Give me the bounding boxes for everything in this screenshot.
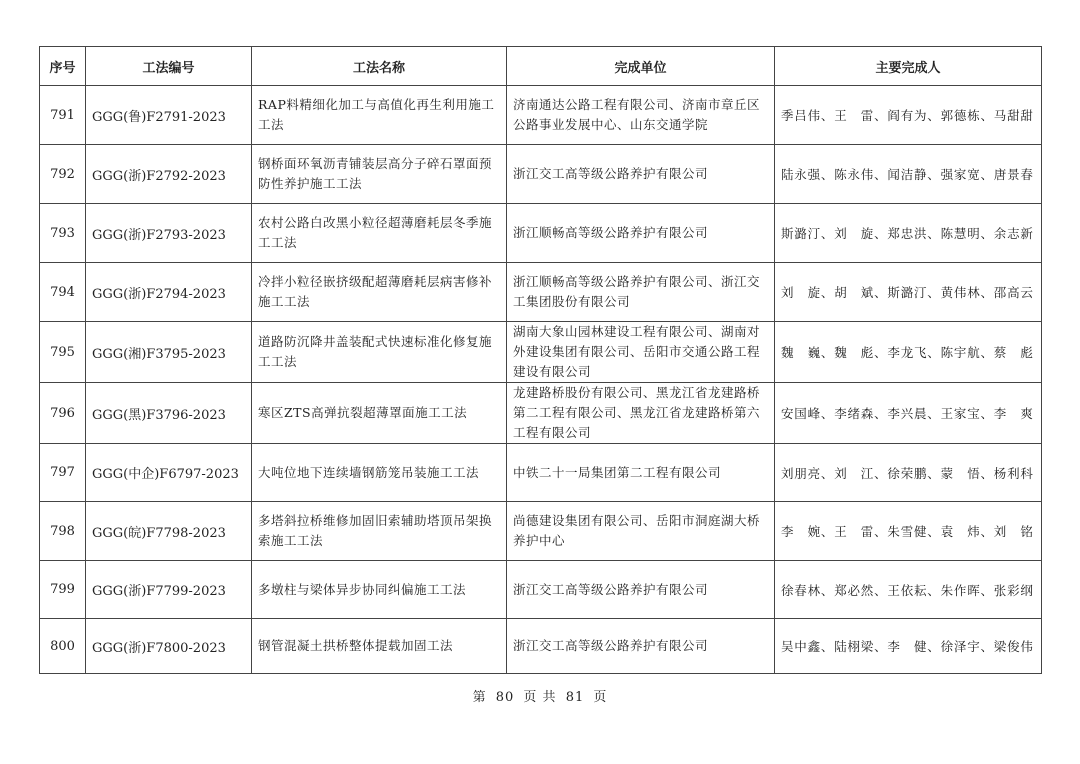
row-unit: 湖南大象山园林建设工程有限公司、湖南对外建设集团有限公司、岳阳市交通公路工程建设有限公司 (507, 322, 775, 383)
row-persons: 刘 旋、胡 斌、斯潞汀、黄伟林、邵高云 (775, 263, 1042, 322)
footer-suffix: 页 (593, 690, 608, 705)
row-unit: 浙江交工高等级公路养护有限公司 (507, 145, 775, 204)
row-unit: 浙江顺畅高等级公路养护有限公司、浙江交工集团股份有限公司 (507, 263, 775, 322)
row-name: 钢管混凝土拱桥整体提载加固工法 (252, 619, 507, 674)
footer-page-number: 80 (495, 690, 515, 705)
table-row (40, 383, 1042, 444)
row-unit: 尚德建设集团有限公司、岳阳市洞庭湖大桥养护中心 (507, 502, 775, 561)
row-persons: 李 婉、王 雷、朱雪健、袁 炜、刘 铭 (775, 502, 1042, 561)
row-unit: 浙江交工高等级公路养护有限公司 (507, 619, 775, 674)
row-name: 钢桥面环氧沥青铺装层高分子碎石罩面预防性养护施工工法 (252, 145, 507, 204)
row-name: RAP料精细化加工与高值化再生利用施工工法 (252, 86, 507, 145)
row-unit: 龙建路桥股份有限公司、黑龙江省龙建路桥第二工程有限公司、黑龙江省龙建路桥第六工程有限公司 (507, 383, 775, 444)
row-no: 799 (40, 561, 86, 619)
table-row (40, 86, 1042, 145)
row-code: GGG(鲁)F2791-2023 (86, 86, 252, 145)
row-unit: 浙江交工高等级公路养护有限公司 (507, 561, 775, 619)
table-header-row (40, 47, 1042, 86)
table-row (40, 204, 1042, 263)
row-persons: 魏 巍、魏 彪、李龙飞、陈宇航、蔡 彪 (775, 322, 1042, 383)
table-row (40, 263, 1042, 322)
row-code: GGG(皖)F7798-2023 (86, 502, 252, 561)
footer-mid: 页 共 (523, 690, 557, 705)
row-persons: 吴中鑫、陆栩梁、李 健、徐泽宇、梁俊伟 (775, 619, 1042, 674)
row-no: 791 (40, 86, 86, 145)
row-code: GGG(浙)F7800-2023 (86, 619, 252, 674)
page-footer (0, 686, 1080, 705)
row-code: GGG(黑)F3796-2023 (86, 383, 252, 444)
table-row (40, 502, 1042, 561)
row-code: GGG(浙)F2793-2023 (86, 204, 252, 263)
header-name: 工法名称 (252, 47, 507, 86)
table-row (40, 561, 1042, 619)
row-no: 800 (40, 619, 86, 674)
row-no: 795 (40, 322, 86, 383)
row-no: 797 (40, 444, 86, 502)
header-no: 序号 (40, 47, 86, 86)
row-code: GGG(浙)F7799-2023 (86, 561, 252, 619)
row-no: 796 (40, 383, 86, 444)
row-name: 冷拌小粒径嵌挤级配超薄磨耗层病害修补施工工法 (252, 263, 507, 322)
row-persons: 斯潞汀、刘 旋、郑忠洪、陈慧明、余志新 (775, 204, 1042, 263)
row-persons: 徐春林、郑必然、王依耘、朱作晖、张彩纲 (775, 561, 1042, 619)
works-table (39, 46, 1042, 674)
row-no: 792 (40, 145, 86, 204)
row-unit: 中铁二十一局集团第二工程有限公司 (507, 444, 775, 502)
table-row (40, 322, 1042, 383)
table-row (40, 619, 1042, 674)
row-code: GGG(湘)F3795-2023 (86, 322, 252, 383)
row-persons: 季吕伟、王 雷、阎有为、郭德栋、马甜甜 (775, 86, 1042, 145)
row-unit: 浙江顺畅高等级公路养护有限公司 (507, 204, 775, 263)
footer-prefix: 第 (472, 690, 487, 705)
row-name: 道路防沉降井盖装配式快速标准化修复施工工法 (252, 322, 507, 383)
header-code: 工法编号 (86, 47, 252, 86)
row-code: GGG(浙)F2792-2023 (86, 145, 252, 204)
row-persons: 安国峰、李绪森、李兴晨、王家宝、李 爽 (775, 383, 1042, 444)
row-name: 寒区ZTS高弹抗裂超薄罩面施工工法 (252, 383, 507, 444)
row-no: 794 (40, 263, 86, 322)
row-persons: 刘朋亮、刘 江、徐荣鹏、蒙 悟、杨利科 (775, 444, 1042, 502)
table-row (40, 444, 1042, 502)
row-no: 798 (40, 502, 86, 561)
row-code: GGG(中企)F6797-2023 (86, 444, 252, 502)
footer-total-pages: 81 (565, 690, 585, 705)
row-name: 多塔斜拉桥维修加固旧索辅助塔顶吊架换索施工工法 (252, 502, 507, 561)
row-persons: 陆永强、陈永伟、闻洁静、强家宽、唐景春 (775, 145, 1042, 204)
row-no: 793 (40, 204, 86, 263)
row-name: 大吨位地下连续墙钢筋笼吊装施工工法 (252, 444, 507, 502)
header-persons: 主要完成人 (775, 47, 1042, 86)
table-row (40, 145, 1042, 204)
row-name: 多墩柱与梁体异步协同纠偏施工工法 (252, 561, 507, 619)
row-name: 农村公路白改黑小粒径超薄磨耗层冬季施工工法 (252, 204, 507, 263)
header-unit: 完成单位 (507, 47, 775, 86)
row-unit: 济南通达公路工程有限公司、济南市章丘区公路事业发展中心、山东交通学院 (507, 86, 775, 145)
row-code: GGG(浙)F2794-2023 (86, 263, 252, 322)
